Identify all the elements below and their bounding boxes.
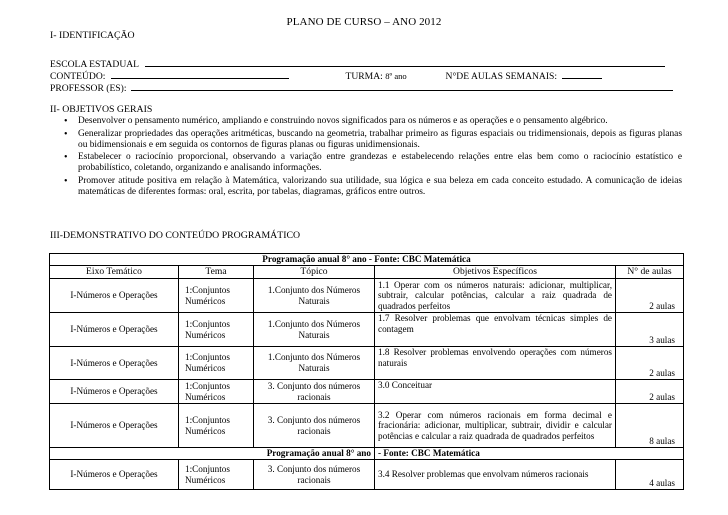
cell-objetivo: 3.0 Conceituar (375, 380, 616, 404)
professor-blank[interactable] (131, 82, 673, 91)
escola-label: ESCOLA ESTADUAL (50, 59, 139, 70)
section-objetivos-heading: II- OBJETIVOS GERAIS (50, 104, 153, 115)
section-demonstrativo-heading: III-DEMONSTRATIVO DO CONTEÚDO PROGRAMÁTICO (50, 230, 301, 241)
cell-eixo: I-Números e Operações (50, 404, 179, 448)
cell-topico: 1.Conjunto dos Números Naturais (254, 347, 375, 380)
cell-eixo: I-Números e Operações (50, 460, 179, 490)
bullet-icon: • (64, 152, 68, 164)
conteudo-blank[interactable] (111, 70, 289, 79)
objective-item: • Generalizar propriedades das operações aritméticas, buscando na geometria, trabalhar primeiro as figuras espaciais ou tridimensionais, depois as figuras planas ou bidimensionais e em seguida os contornos de figuras planas ou figuras unidimensionais. (64, 128, 682, 150)
cell-tema: 1:Conjuntos Numéricos (179, 404, 254, 448)
turma-label: TURMA: (345, 71, 383, 82)
table-row (50, 460, 684, 490)
cell-aulas: 2 aulas (616, 279, 684, 313)
table-row (50, 313, 684, 347)
cell-objetivo: 1.7 Resolver problemas que envolvam técnicas simples de contagem (375, 313, 616, 347)
professor-row (50, 82, 680, 95)
table-banner-left: Programação anual 8° ano (50, 448, 375, 460)
table-banner-row (50, 254, 684, 266)
column-header-eixo: Eixo Temático (50, 266, 179, 279)
objectives-list (64, 116, 682, 200)
bullet-icon: • (64, 176, 68, 188)
cell-eixo: I-Números e Operações (50, 313, 179, 347)
table-header-row (50, 266, 684, 279)
cell-topico: 1.Conjunto dos Números Naturais (254, 279, 375, 313)
table-row (50, 279, 684, 313)
bullet-icon: • (64, 128, 68, 140)
escola-blank[interactable] (145, 58, 665, 67)
cell-aulas: 4 aulas (616, 460, 684, 490)
aulas-semanais-blank[interactable] (562, 70, 602, 79)
cell-topico: 3. Conjunto dos números racionais (254, 380, 375, 404)
document-title: PLANO DE CURSO – ANO 2012 (286, 16, 442, 28)
cell-aulas: 2 aulas (616, 380, 684, 404)
cell-objetivo: 3.4 Resolver problemas que envolvam números racionais (375, 460, 616, 490)
column-header-topico: Tópico (254, 266, 375, 279)
professor-label: PROFESSOR (ES): (50, 83, 127, 94)
cell-topico: 3. Conjunto dos números racionais (254, 404, 375, 448)
cell-tema: 1:Conjuntos Numéricos (179, 460, 254, 490)
table-row (50, 404, 684, 448)
cell-aulas: 8 aulas (616, 404, 684, 448)
cell-objetivo: 3.2 Operar com números racionais em forma decimal e fracionária: adicionar, multiplicar, subtrair, dividir e calcular potências e calcular a raiz quadrada de quadrados perfeitos (375, 404, 616, 448)
cell-eixo: I-Números e Operações (50, 380, 179, 404)
cell-eixo: I-Números e Operações (50, 347, 179, 380)
table-row (50, 347, 684, 380)
table-banner: Programação anual 8° ano - Fonte: CBC Matemática (50, 254, 684, 266)
content-plan-table (49, 253, 684, 490)
column-header-tema: Tema (179, 266, 254, 279)
objective-item: • Desenvolver o pensamento numérico, ampliando e construindo novos significados para os números e as operações e o pensamento algébrico. (64, 116, 608, 127)
cell-aulas: 3 aulas (616, 313, 684, 347)
cell-topico: 1.Conjunto dos Números Naturais (254, 313, 375, 347)
cell-topico: 3. Conjunto dos números racionais (254, 460, 375, 490)
cell-tema: 1:Conjuntos Numéricos (179, 279, 254, 313)
column-header-objetivos: Objetivos Específicos (375, 266, 616, 279)
table-banner-right: - Fonte: CBC Matemática (375, 448, 684, 460)
aulas-semanais-label: N°DE AULAS SEMANAIS: (445, 71, 558, 82)
objective-item: • Estabelecer o raciocínio proporcional, observando a variação entre grandezas e estabelecendo relações entre elas bem como o raciocínio estatístico e probabilístico, coletando, organizando e analisando informações. (64, 152, 682, 174)
table-banner-row (50, 448, 684, 460)
table-row (50, 380, 684, 404)
cell-aulas: 2 aulas (616, 347, 684, 380)
objective-item: • Promover atitude positiva em relação à Matemática, valorizando sua utilidade, sua lógica e sua beleza em cada conceito estudado. A comunicação de ideias matemáticas de diferentes formas: oral, escrita, por tabelas, diagramas, gráficos entre outros. (64, 176, 682, 198)
cell-eixo: I-Números e Operações (50, 279, 179, 313)
conteudo-label: CONTEÚDO: (50, 71, 106, 82)
cell-tema: 1:Conjuntos Numéricos (179, 313, 254, 347)
column-header-aulas: N° de aulas (616, 266, 684, 279)
cell-objetivo: 1.1 Operar com os números naturais: adicionar, multiplicar, subtrair, calcular potências, calcular a raiz quadrada de quadrados perfeitos (375, 279, 616, 313)
section-identificacao-heading: I- IDENTIFICAÇÃO (50, 30, 135, 41)
turma-value: 8º ano (385, 71, 407, 81)
cell-objetivo: 1.8 Resolver problemas envolvendo operações com números naturais (375, 347, 616, 380)
cell-tema: 1:Conjuntos Numéricos (179, 380, 254, 404)
bullet-icon: • (64, 116, 68, 127)
cell-tema: 1:Conjuntos Numéricos (179, 347, 254, 380)
